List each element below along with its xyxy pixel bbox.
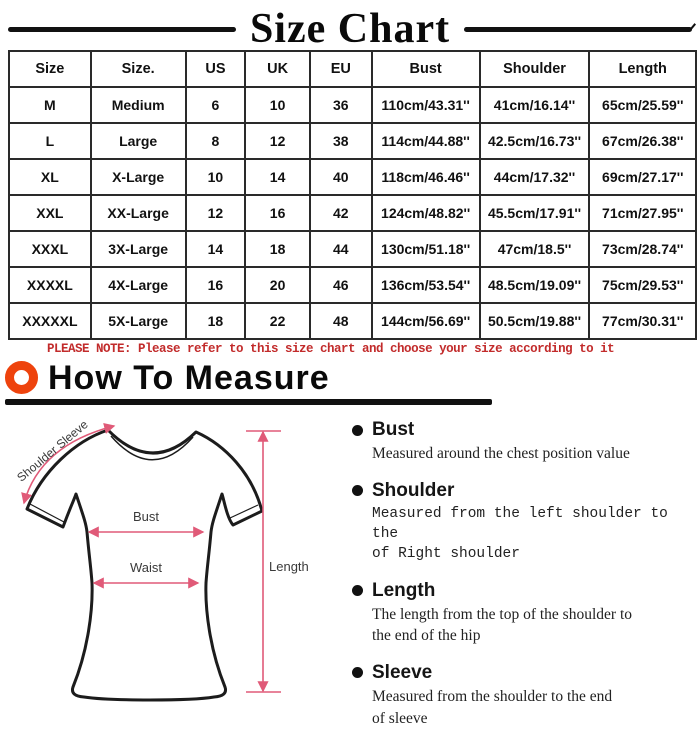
tshirt-diagram [0,405,338,697]
table-cell: 130cm/51.18'' [372,231,480,267]
measure-title: How To Measure [48,358,330,397]
measure-arrows [24,426,281,692]
table-cell: 75cm/29.53'' [589,267,696,303]
table-cell: 38 [310,123,372,159]
table-cell: 48 [310,303,372,339]
ring-icon [5,361,38,394]
measure-item-desc: The length from the top of the shoulder to the end of the hip [372,605,632,645]
table-row [9,231,696,267]
table-cell: M [9,87,91,123]
measure-item-desc: Measured from the shoulder to the end of sleeve [372,687,613,727]
table-header-row [9,51,696,87]
title-rule-left [8,27,236,32]
table-cell: 114cm/44.88'' [372,123,480,159]
table-cell: 144cm/56.69'' [372,303,480,339]
table-cell: 16 [186,267,246,303]
table-cell: 18 [186,303,246,339]
measure-item-label: Sleeve [372,661,433,683]
table-row [9,87,696,123]
table-cell: 14 [186,231,246,267]
table-header-cell: Size [9,51,91,87]
bullet-icon [352,667,363,678]
measure-header [0,356,700,396]
table-cell: 42.5cm/16.73'' [480,123,590,159]
table-cell: 40 [310,159,372,195]
table-header-cell: UK [245,51,310,87]
table-cell: 5X-Large [91,303,186,339]
table-cell: 10 [186,159,246,195]
table-cell: 48.5cm/19.09'' [480,267,590,303]
table-cell: 42 [310,195,372,231]
table-cell: 118cm/46.46'' [372,159,480,195]
table-header-cell: Length [589,51,696,87]
table-cell: 50.5cm/19.88'' [480,303,590,339]
table-cell: 136cm/53.54'' [372,267,480,303]
table-cell: 6 [186,87,246,123]
table-cell: 65cm/25.59'' [589,87,696,123]
table-cell: Large [91,123,186,159]
table-row [9,159,696,195]
table-cell: 47cm/18.5'' [480,231,590,267]
table-row [9,267,696,303]
table-cell: 110cm/43.31'' [372,87,480,123]
size-table-body [9,87,696,339]
bullet-icon [352,425,363,436]
table-cell: 73cm/28.74'' [589,231,696,267]
title-rule-right [464,27,692,32]
table-cell: 16 [245,195,310,231]
measure-item [352,580,698,647]
size-note: PLEASE NOTE: Please refer to this size chart and choose your size according to it [47,342,615,356]
table-cell: XL [9,159,91,195]
measure-item [352,480,698,565]
table-row [9,123,696,159]
table-cell: 18 [245,231,310,267]
bullet-icon [352,585,363,596]
title-row [0,0,700,50]
table-cell: 67cm/26.38'' [589,123,696,159]
bullet-icon [352,485,363,496]
table-cell: 124cm/48.82'' [372,195,480,231]
measure-item-desc: Measured from the left shoulder to the of Right shoulder [372,505,668,563]
table-cell: 14 [245,159,310,195]
figure-shoulder-sleeve-label: Shoulder Sleeve [14,417,91,485]
table-cell: 36 [310,87,372,123]
figure-bust-label: Bust [132,509,160,524]
table-header-cell: Shoulder [480,51,590,87]
figure-length-label: Length [269,559,309,574]
measure-item-label: Bust [372,419,415,440]
tshirt-diagram-svg [0,405,338,697]
measure-body [0,405,700,744]
measure-list [338,405,698,744]
table-cell: XXXXXL [9,303,91,339]
measure-item-desc: Measured around the chest position value [372,445,630,462]
table-cell: XXXL [9,231,91,267]
table-cell: 22 [245,303,310,339]
measure-item-label: Shoulder [372,479,455,501]
table-cell: 44 [310,231,372,267]
table-cell: 45.5cm/17.91'' [480,195,590,231]
table-cell: 46 [310,267,372,303]
measure-item-label: Length [372,579,436,601]
table-header-cell: EU [310,51,372,87]
table-row [9,195,696,231]
table-cell: 12 [245,123,310,159]
size-chart-table [8,50,697,340]
table-cell: Medium [91,87,186,123]
table-header-cell: Size. [91,51,186,87]
table-cell: XXXXL [9,267,91,303]
table-cell: 20 [245,267,310,303]
table-cell: L [9,123,91,159]
measure-item [352,662,698,729]
measure-item [352,419,698,465]
table-cell: 77cm/30.31'' [589,303,696,339]
table-cell: 8 [186,123,246,159]
table-cell: X-Large [91,159,186,195]
table-cell: 12 [186,195,246,231]
table-cell: XX-Large [91,195,186,231]
table-cell: 69cm/27.17'' [589,159,696,195]
table-cell: 41cm/16.14'' [480,87,590,123]
table-header-cell: US [186,51,246,87]
page-title: Size Chart [249,6,451,52]
table-header-cell: Bust [372,51,480,87]
table-row [9,303,696,339]
table-cell: 44cm/17.32'' [480,159,590,195]
table-cell: 3X-Large [91,231,186,267]
table-cell: XXL [9,195,91,231]
table-cell: 4X-Large [91,267,186,303]
table-cell: 71cm/27.95'' [589,195,696,231]
figure-waist-label: Waist [129,560,163,575]
table-cell: 10 [245,87,310,123]
